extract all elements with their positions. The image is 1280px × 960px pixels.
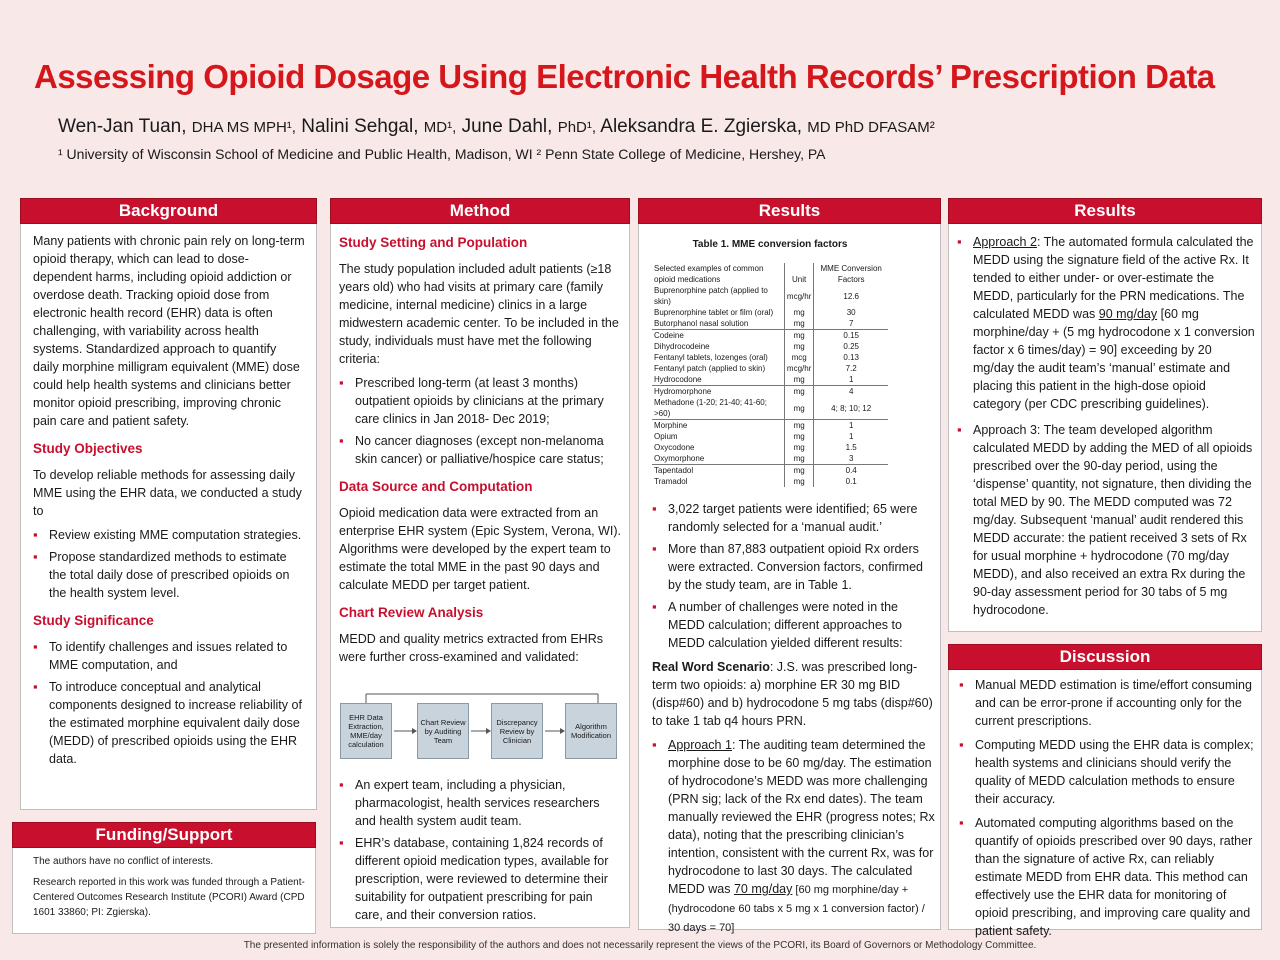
author-3-degree: PhD¹, (557, 119, 597, 136)
table-cell: mg (784, 374, 813, 386)
author-line (58, 116, 935, 138)
table-cell: 30 (814, 307, 888, 318)
table-row (652, 476, 888, 487)
table-cell: 0.1 (814, 476, 888, 487)
table-cell: 0.15 (814, 330, 888, 342)
table-row (652, 285, 888, 307)
table-cell: 1 (814, 431, 888, 442)
table-cell: mg (784, 453, 813, 465)
approach-2-text: : The automated formula calculated the MEDD using the signature field of the active Rx. It tended to either under- or over-estimate the MEDD, particularly for the PRN medications. The calculated MEDD was (973, 235, 1254, 321)
table-cell: Fentanyl patch (applied to skin) (654, 364, 766, 373)
list-item: ▪ Manual MEDD estimation is time/effort consuming and can be error-prone if accounting only for the current prescriptions. (959, 676, 1255, 730)
table-cell: Buprenorphine patch (applied to skin) (654, 286, 768, 306)
author-4: Aleksandra E. Zgierska, (600, 116, 802, 137)
method-bullets (339, 776, 623, 924)
background-body (33, 232, 305, 774)
list-item: ▪ EHR’s database, containing 1,824 records of different opioid medication types, available for prescription, were reviewed to determine their suitability for outpatient prescribing for pain care, and their conversion ratios. (339, 834, 623, 924)
criteria-list (339, 374, 623, 468)
author-2-degree: MD¹, (423, 119, 457, 136)
approach-1-text: : The auditing team determined the morphine dose to be 60 mg/day. The estimation of hydrocodone’s MEDD was more challenging (PRN sig; lack of the Rx end dates). The team manually reviewed the EHR (progress notes; Rx data), noting that the prescribing clinician’s intention, consistent with the current Rx, was for hydrocodone to last 30 days. The calculated MEDD was (668, 738, 935, 896)
approach-1-tail: [60 mg morphine/day + (hydrocodone 60 tabs x 5 mg x 1 conversion factor) / 30 days = 70] (668, 884, 925, 934)
method-body-top (339, 234, 623, 672)
list-item: ▪ To introduce conceptual and analytical components designed to increase reliability of the estimated morphine equivalent daily dose (MEDD) of prescribed opioids using the EHR data. (33, 678, 305, 768)
table-cell: 3 (814, 453, 888, 465)
table-cell: mg (784, 431, 813, 442)
scenario-text: : J.S. was prescribed long-term two opioids: a) morphine ER 30 mg BID (disp#60) and b) hydrocodone 5 mg tabs (disp#60) to take 1 tab q4 hours PRN. (652, 660, 933, 728)
author-2: Nalini Sehgal, (301, 116, 419, 137)
table-cell: mg (784, 330, 813, 342)
results-body-2 (957, 233, 1255, 625)
table-cell: Tapentadol (652, 465, 784, 477)
table-body (652, 285, 888, 487)
affiliations: ¹ University of Wisconsin School of Medicine and Public Health, Madison, WI ² Penn State College of Medicine, Hershey, PA (58, 146, 826, 162)
table-row (652, 363, 888, 374)
table-cell: 0.4 (814, 465, 888, 477)
table-row (652, 318, 888, 330)
table-cell: 7 (814, 318, 888, 330)
table-header-cell: Unit (784, 263, 813, 285)
results-body-1 (652, 500, 936, 943)
funding-line-2: Research reported in this work was funded through a Patient-Centered Outcomes Research Institute (PCORI) Award (CPD 1601 33860; PI: Zgierska). (33, 877, 305, 918)
scenario (652, 658, 936, 730)
table-cell: Methadone (1-20; 21-40; 41-60; >60) (654, 398, 767, 418)
approach-1-list (652, 736, 936, 937)
data-text: Opioid medication data were extracted from an enterprise EHR system (Epic System, Verona, WI). Algorithms were developed by the expert team to estimate the total MME in the past 90 days and calculate MEDD per target patient. (339, 506, 622, 592)
table-cell: mg (784, 307, 813, 318)
approach-1 (652, 736, 936, 937)
approach-2-label: Approach 2 (973, 235, 1037, 249)
table-cell: 1 (814, 374, 888, 386)
author-1-degree: DHA MS MPH¹, (191, 119, 296, 136)
table-cell: Oxymorphone (654, 454, 705, 463)
table-row (652, 442, 888, 453)
background-header: Background (20, 198, 317, 224)
scenario-label: Real Word Scenario (652, 660, 770, 674)
author-4-degree: MD PhD DFASAM² (807, 119, 935, 136)
table-title: Table 1. MME conversion factors (692, 239, 848, 250)
discussion-list (959, 676, 1255, 940)
table-cell: 4; 8; 10; 12 (814, 397, 888, 420)
table-row (652, 341, 888, 352)
table-row (652, 431, 888, 442)
funding-body (33, 854, 307, 926)
table-cell: mcg (784, 352, 813, 363)
chart-review-title: Chart Review Analysis (339, 605, 484, 620)
table-header-cell: MME Conversion Factors (814, 263, 888, 285)
approach-3: ▪ Approach 3: The team developed algorithm calculated MEDD by adding the MED of all opioids prescribed over the 90-day period, using the ‘dispense’ quantity, not signature, then dividing the total MED by 90. The MEDD computed was 72 mg/day. Subsequent ‘manual’ audit rendered this MEDD accurate: the patient received 3 sets of Rx for usual morphine + hydrocodone (70 mg/day MEDD), and also received an extra Rx during the 90-day assessment period for 30 tabs of 5 mg hydrocodone. (957, 421, 1255, 619)
table-cell: mcg/hr (784, 285, 813, 307)
table-row (652, 352, 888, 363)
table-cell: Codeine (652, 330, 784, 342)
data-title: Data Source and Computation (339, 479, 533, 494)
discussion-body (959, 676, 1255, 946)
table-header-cell: Selected examples of common opioid medications (654, 264, 764, 284)
table-row (652, 386, 888, 398)
list-item: ▪ An expert team, including a physician, pharmacologist, health services researchers and health system audit team. (339, 776, 623, 830)
method-header: Method (330, 198, 630, 224)
table-cell: Dihydrocodeine (654, 342, 710, 351)
footer-disclaimer: The presented information is solely the responsibility of the authors and does not necessarily represent the views of the PCORI, its Board of Governors or Methodology Committee. (243, 940, 1037, 951)
flow-box-discrepancy: Discrepancy Review by Clinician (491, 703, 543, 759)
table-cell: mg (784, 420, 813, 432)
table-cell: 0.25 (814, 341, 888, 352)
table-row (652, 420, 888, 432)
setting-title: Study Setting and Population (339, 235, 528, 250)
approach-2 (957, 233, 1255, 413)
table-cell: 7.2 (814, 363, 888, 374)
table-cell: mg (784, 465, 813, 477)
chart-review-text: MEDD and quality metrics extracted from EHRs were further cross-examined and validated: (339, 632, 603, 664)
results-header-2: Results (948, 198, 1262, 224)
significance-list (33, 638, 305, 768)
list-item: ▪ To identify challenges and issues related to MME computation, and (33, 638, 305, 674)
table-row (652, 453, 888, 465)
list-item: ▪ Propose standardized methods to estimate the total daily dose of prescribed opioids on the health system level. (33, 548, 305, 602)
objectives-text: To develop reliable methods for assessing daily MME using the EHR data, we conducted a study to (33, 468, 302, 518)
background-intro: Many patients with chronic pain rely on long-term opioid therapy, which can lead to dose-dependent harms, including opioid addiction or overdose death. Tracking opioid dose from electronic health record (EHR) data is often challenging, with variability across health systems. Standardized approach to quantify daily morphine milligram equivalent (MME) dose could help health systems and clinicians better monitor opioid prescribing, improving chronic pain care and patient safety. (33, 234, 305, 428)
table-cell: Opium (654, 432, 678, 441)
flow-box-extraction: EHR Data Extraction, MME/day calculation (340, 703, 392, 759)
table-cell: Buprenorphine tablet or film (oral) (654, 308, 774, 317)
list-item: ▪ Automated computing algorithms based on the quantify of opioids prescribed over 90 days, rather than the signature of active Rx, can reliably estimate MEDD from EHR data. This method can effectively use the EHR data for monitoring of opioid prescribing, and improving care quality and patient safety. (959, 814, 1255, 940)
table-cell: Hydrocodone (654, 375, 702, 384)
approach-1-label: Approach 1 (668, 738, 732, 752)
approach-1-value: 70 mg/day (733, 882, 793, 896)
poster-title: Assessing Opioid Dosage Using Electronic Health Records’ Prescription Data (34, 58, 1215, 95)
table-cell: mg (784, 386, 813, 398)
author-1: Wen-Jan Tuan, (58, 116, 187, 137)
table-cell: Tramadol (654, 477, 688, 486)
objectives-title: Study Objectives (33, 441, 143, 456)
mme-conversion-table (652, 263, 888, 487)
funding-header: Funding/Support (12, 822, 316, 848)
list-item: ▪ A number of challenges were noted in the MEDD calculation; different approaches to MEDD calculation yielded different results: (652, 598, 936, 652)
discussion-header: Discussion (948, 644, 1262, 670)
table-row (652, 465, 888, 477)
table-cell: 0.13 (814, 352, 888, 363)
table-row (652, 397, 888, 420)
results-header-1: Results (638, 198, 941, 224)
approach-2-value: 90 mg/day (1098, 307, 1158, 321)
author-3: June Dahl, (461, 116, 553, 137)
approaches-list (957, 233, 1255, 619)
table-cell: mcg/hr (784, 363, 813, 374)
table-cell: Hydromorphone (652, 386, 784, 398)
table-cell: Butorphanol nasal solution (654, 319, 749, 328)
table-cell: Oxycodone (654, 443, 695, 452)
table-cell: 12.6 (814, 285, 888, 307)
table-cell: mg (784, 318, 813, 330)
list-item: ▪ Prescribed long-term (at least 3 months) outpatient opioids by clinicians at the primary care clinics in Jan 2018- Dec 2019; (339, 374, 623, 428)
chart-review-flow-diagram (336, 684, 622, 764)
list-item: ▪ Computing MEDD using the EHR data is complex; health systems and clinicians should verify the quality of MEDD calculation methods to ensure their accuracy. (959, 736, 1255, 808)
flow-box-algorithm: Algorithm Modification (565, 703, 617, 759)
table-cell: mg (784, 476, 813, 487)
approach-2-tail: [60 mg morphine/day + (5 mg hydrocodone x 1 conversion factor x 6 times/day) = 90] exceeding by 20 mg/day the audit team’s ‘manual’ estimate and placing this patient in the high-dose opioid category (per CDC prescribing guidelines). (973, 307, 1255, 411)
table-cell: Morphine (652, 420, 784, 432)
results-bullets (652, 500, 936, 652)
table-row (652, 330, 888, 342)
method-body-bottom (339, 776, 623, 930)
table-cell: 1.5 (814, 442, 888, 453)
table-cell: 1 (814, 420, 888, 432)
list-item: ▪ No cancer diagnoses (except non-melanoma skin cancer) or palliative/hospice care status; (339, 432, 623, 468)
table-cell: mg (784, 442, 813, 453)
list-item: ▪ 3,022 target patients were identified; 65 were randomly selected for a ‘manual audit.’ (652, 500, 936, 536)
table-row (652, 374, 888, 386)
table-cell: mg (784, 341, 813, 352)
significance-title: Study Significance (33, 613, 154, 628)
list-item: ▪ More than 87,883 outpatient opioid Rx orders were extracted. Conversion factors, confirmed by the study team, are in Table 1. (652, 540, 936, 594)
table-cell: mg (784, 397, 813, 420)
flow-box-chart-review: Chart Review by Auditing Team (417, 703, 469, 759)
setting-text: The study population included adult patients (≥18 years old) who had visits at primary care (family medicine, internal medicine) clinics in a large midwestern academic center. To be included in the study, individuals must have met the following criteria: (339, 262, 619, 366)
table-cell: Fentanyl tablets, lozenges (oral) (654, 353, 768, 362)
table-row (652, 307, 888, 318)
table-cell: 4 (814, 386, 888, 398)
mme-table-block (652, 236, 888, 487)
objectives-list (33, 526, 305, 602)
list-item: ▪ Review existing MME computation strategies. (33, 526, 305, 544)
funding-line-1: The authors have no conflict of interests. (33, 856, 214, 867)
